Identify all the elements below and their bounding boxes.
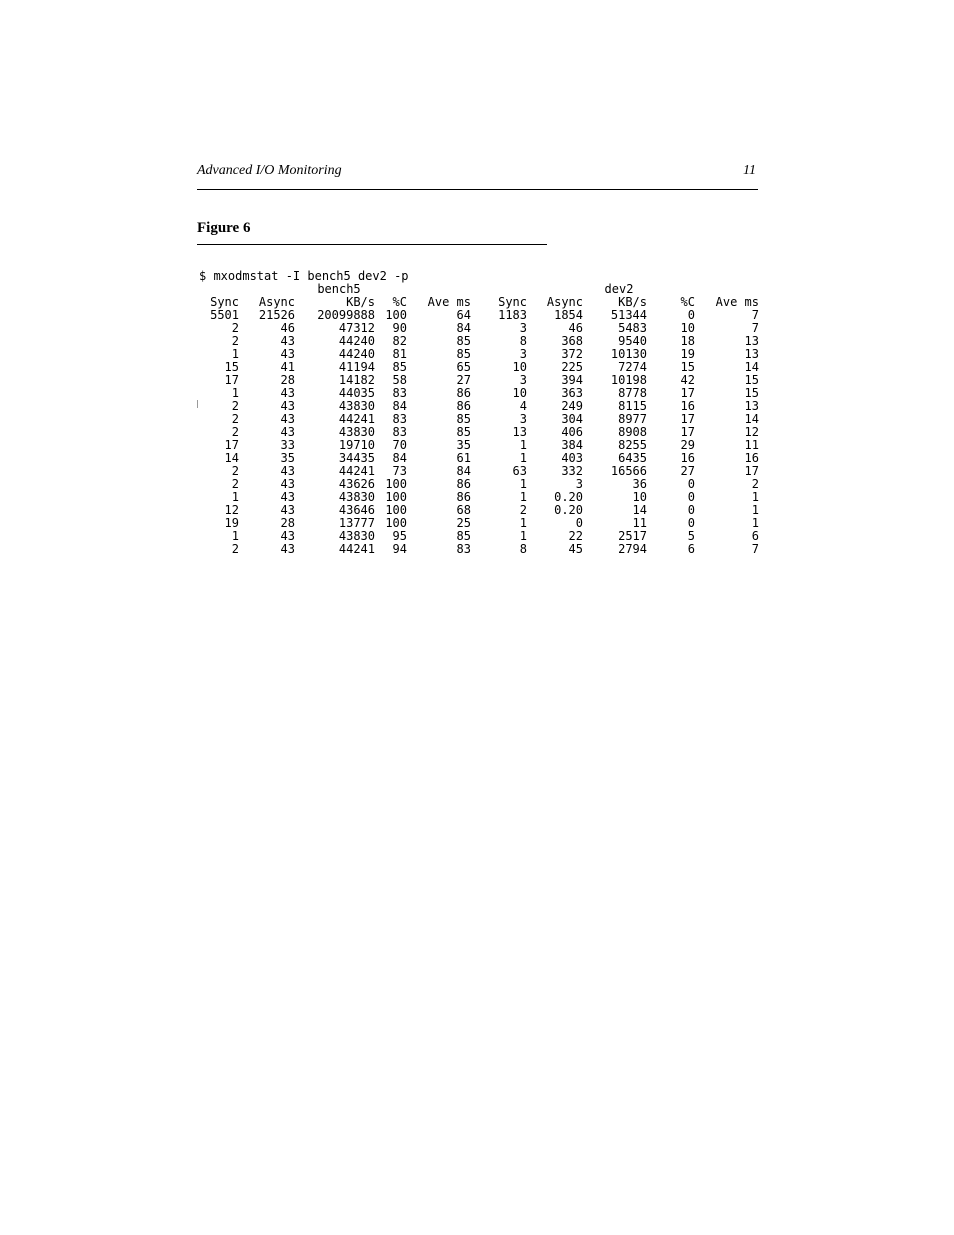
stats-cell: 6 (751, 529, 759, 543)
stats-cell: 12 (224, 503, 239, 517)
stats-cell: 15 (224, 360, 239, 374)
stats-cell: 2794 (618, 542, 647, 556)
stats-cell: 46 (568, 321, 583, 335)
stats-cell: 15 (680, 360, 695, 374)
stats-cell: 3 (519, 412, 527, 426)
stats-cell: 3 (575, 477, 583, 491)
scan-mark (197, 400, 198, 408)
terminal-output (199, 270, 764, 556)
stats-cell: 13 (744, 399, 759, 413)
stats-cell: 84 (392, 451, 407, 465)
stats-cell: 2517 (618, 529, 647, 543)
stats-cell: 43 (280, 399, 295, 413)
stats-cell: 1 (231, 490, 239, 504)
stats-cell: 100 (385, 516, 407, 530)
column-header: Ave ms (715, 295, 759, 309)
stats-cell: 7 (751, 308, 759, 322)
stats-cell: 0 (687, 516, 695, 530)
stats-cell: 82 (392, 334, 407, 348)
stats-cell: 84 (456, 321, 471, 335)
stats-cell: 34435 (338, 451, 375, 465)
stats-cell: 13777 (338, 516, 375, 530)
stats-cell: 22 (568, 529, 583, 543)
stats-cell: 13 (744, 347, 759, 361)
stats-cell: 70 (392, 438, 407, 452)
stats-cell: 73 (392, 464, 407, 478)
stats-cell: 0.20 (554, 503, 583, 517)
stats-cell: 83 (392, 412, 407, 426)
stats-cell: 368 (561, 334, 583, 348)
column-header: KB/s (346, 295, 375, 309)
stats-cell: 83 (392, 386, 407, 400)
stats-cell: 1 (519, 516, 527, 530)
stats-cell: 14 (744, 360, 759, 374)
stats-cell: 100 (385, 477, 407, 491)
stats-cell: 51344 (610, 308, 647, 322)
stats-cell: 225 (561, 360, 583, 374)
stats-cell: 19710 (338, 438, 375, 452)
stats-cell: 1 (519, 451, 527, 465)
stats-cell: 2 (231, 542, 239, 556)
stats-cell: 1 (231, 386, 239, 400)
stats-cell: 13 (512, 425, 527, 439)
stats-cell: 16 (680, 451, 695, 465)
stats-cell: 1 (519, 529, 527, 543)
stats-cell: 394 (561, 373, 583, 387)
stats-cell: 0 (687, 477, 695, 491)
stats-cell: 3 (519, 321, 527, 335)
stats-cell: 20099888 (317, 308, 375, 322)
stats-cell: 94 (392, 542, 407, 556)
stats-cell: 19 (224, 516, 239, 530)
stats-cell: 43 (280, 334, 295, 348)
stats-cell: 5 (687, 529, 695, 543)
stats-cell: 25 (456, 516, 471, 530)
stats-cell: 15 (744, 386, 759, 400)
device-label-dev2: dev2 (604, 282, 634, 296)
column-header: %C (680, 295, 695, 309)
stats-cell: 384 (561, 438, 583, 452)
stats-cell: 304 (561, 412, 583, 426)
stats-cell: 0 (687, 308, 695, 322)
stats-cell: 43 (280, 529, 295, 543)
stats-cell: 6435 (618, 451, 647, 465)
stats-cell: 44241 (338, 412, 375, 426)
stats-cell: 5483 (618, 321, 647, 335)
stats-cell: 43 (280, 464, 295, 478)
stats-cell: 90 (392, 321, 407, 335)
stats-cell: 17 (224, 373, 239, 387)
stats-cell: 16 (744, 451, 759, 465)
stats-cell: 10198 (610, 373, 647, 387)
stats-cell: 7 (751, 321, 759, 335)
stats-cell: 2 (231, 412, 239, 426)
stats-cell: 68 (456, 503, 471, 517)
stats-cell: 35 (456, 438, 471, 452)
stats-cell: 43830 (338, 490, 375, 504)
stats-cell: 27 (456, 373, 471, 387)
stats-cell: 11 (744, 438, 759, 452)
stats-cell: 16566 (610, 464, 647, 478)
stats-cell: 8778 (618, 386, 647, 400)
stats-cell: 36 (632, 477, 647, 491)
stats-cell: 43626 (338, 477, 375, 491)
stats-cell: 27 (680, 464, 695, 478)
stats-cell: 1 (751, 503, 759, 517)
stats-cell: 85 (456, 334, 471, 348)
stats-cell: 10 (512, 386, 527, 400)
stats-cell: 43646 (338, 503, 375, 517)
stats-cell: 35 (280, 451, 295, 465)
stats-cell: 63 (512, 464, 527, 478)
stats-cell: 13 (744, 334, 759, 348)
stats-cell: 1 (519, 477, 527, 491)
stats-cell: 41194 (338, 360, 375, 374)
stats-cell: 41 (280, 360, 295, 374)
column-header: Async (258, 295, 295, 309)
stats-cell: 64 (456, 308, 471, 322)
stats-cell: 86 (456, 399, 471, 413)
stats-cell: 403 (561, 451, 583, 465)
stats-cell: 47312 (338, 321, 375, 335)
stats-cell: 100 (385, 503, 407, 517)
command-line: $ mxodmstat -I bench5 dev2 -p (199, 269, 409, 283)
stats-cell: 1 (231, 347, 239, 361)
stats-cell: 43 (280, 412, 295, 426)
stats-cell: 28 (280, 516, 295, 530)
stats-cell: 86 (456, 386, 471, 400)
stats-cell: 44241 (338, 542, 375, 556)
stats-cell: 44240 (338, 347, 375, 361)
stats-cell: 43 (280, 477, 295, 491)
stats-cell: 16 (680, 399, 695, 413)
stats-cell: 8977 (618, 412, 647, 426)
stats-cell: 17 (680, 412, 695, 426)
stats-cell: 372 (561, 347, 583, 361)
stats-cell: 28 (280, 373, 295, 387)
running-head (197, 163, 758, 190)
column-header: KB/s (618, 295, 647, 309)
stats-row (199, 543, 764, 556)
stats-cell: 249 (561, 399, 583, 413)
stats-cell: 9540 (618, 334, 647, 348)
stats-cell: 1 (519, 438, 527, 452)
stats-cell: 100 (385, 490, 407, 504)
stats-cell: 6 (687, 542, 695, 556)
stats-cell: 8908 (618, 425, 647, 439)
stats-cell: 46 (280, 321, 295, 335)
stats-cell: 8 (519, 542, 527, 556)
stats-cell: 17 (744, 464, 759, 478)
stats-cell: 4 (519, 399, 527, 413)
stats-cell: 2 (231, 477, 239, 491)
stats-cell: 8255 (618, 438, 647, 452)
column-header: Async (546, 295, 583, 309)
stats-cell: 65 (456, 360, 471, 374)
stats-cell: 7274 (618, 360, 647, 374)
stats-cell: 18 (680, 334, 695, 348)
stats-cell: 2 (231, 334, 239, 348)
stats-cell: 2 (751, 477, 759, 491)
stats-cell: 85 (456, 425, 471, 439)
stats-cell: 83 (392, 425, 407, 439)
stats-cell: 15 (744, 373, 759, 387)
stats-cell: 44240 (338, 334, 375, 348)
stats-cell: 3 (519, 373, 527, 387)
stats-cell: 406 (561, 425, 583, 439)
stats-cell: 1 (231, 529, 239, 543)
stats-cell: 85 (456, 347, 471, 361)
stats-cell: 17 (680, 386, 695, 400)
stats-cell: 29 (680, 438, 695, 452)
stats-cell: 332 (561, 464, 583, 478)
stats-cell: 1 (519, 490, 527, 504)
stats-cell: 85 (456, 412, 471, 426)
stats-cell: 8 (519, 334, 527, 348)
stats-cell: 43 (280, 347, 295, 361)
stats-cell: 43 (280, 425, 295, 439)
stats-cell: 43 (280, 386, 295, 400)
stats-cell: 14 (632, 503, 647, 517)
stats-cell: 83 (456, 542, 471, 556)
stats-cell: 10130 (610, 347, 647, 361)
stats-cell: 19 (680, 347, 695, 361)
figure-label: Figure 6 (197, 220, 547, 245)
stats-cell: 17 (680, 425, 695, 439)
column-header: Ave ms (427, 295, 471, 309)
stats-cell: 2 (231, 399, 239, 413)
stats-cell: 100 (385, 308, 407, 322)
stats-cell: 44035 (338, 386, 375, 400)
stats-rows (199, 309, 764, 556)
stats-cell: 85 (392, 360, 407, 374)
stats-cell: 1183 (498, 308, 527, 322)
stats-cell: 0 (575, 516, 583, 530)
stats-cell: 12 (744, 425, 759, 439)
stats-cell: 85 (456, 529, 471, 543)
stats-cell: 2 (231, 321, 239, 335)
running-head-title: Advanced I/O Monitoring (197, 163, 342, 178)
stats-cell: 43 (280, 542, 295, 556)
stats-cell: 45 (568, 542, 583, 556)
stats-cell: 21526 (258, 308, 295, 322)
stats-cell: 1 (751, 490, 759, 504)
stats-cell: 95 (392, 529, 407, 543)
stats-cell: 3 (519, 347, 527, 361)
stats-cell: 363 (561, 386, 583, 400)
stats-cell: 14 (224, 451, 239, 465)
stats-cell: 2 (231, 425, 239, 439)
stats-cell: 0 (687, 503, 695, 517)
stats-cell: 33 (280, 438, 295, 452)
stats-cell: 61 (456, 451, 471, 465)
column-header: Sync (210, 295, 239, 309)
stats-cell: 17 (224, 438, 239, 452)
stats-cell: 0.20 (554, 490, 583, 504)
stats-cell: 1 (751, 516, 759, 530)
stats-cell: 58 (392, 373, 407, 387)
stats-cell: 43 (280, 490, 295, 504)
stats-cell: 14182 (338, 373, 375, 387)
stats-cell: 2 (231, 464, 239, 478)
stats-cell: 10 (680, 321, 695, 335)
stats-cell: 8115 (618, 399, 647, 413)
page-number: 11 (743, 163, 756, 178)
column-header: %C (392, 295, 407, 309)
stats-cell: 2 (519, 503, 527, 517)
stats-cell: 43830 (338, 529, 375, 543)
stats-cell: 43830 (338, 399, 375, 413)
stats-cell: 84 (392, 399, 407, 413)
stats-cell: 10 (512, 360, 527, 374)
column-header: Sync (498, 295, 527, 309)
stats-cell: 43 (280, 503, 295, 517)
stats-cell: 5501 (210, 308, 239, 322)
stats-cell: 14 (744, 412, 759, 426)
stats-cell: 7 (751, 542, 759, 556)
stats-cell: 86 (456, 490, 471, 504)
stats-cell: 1854 (554, 308, 583, 322)
stats-cell: 10 (632, 490, 647, 504)
stats-cell: 11 (632, 516, 647, 530)
stats-cell: 42 (680, 373, 695, 387)
stats-cell: 43830 (338, 425, 375, 439)
stats-cell: 84 (456, 464, 471, 478)
stats-cell: 81 (392, 347, 407, 361)
stats-cell: 0 (687, 490, 695, 504)
device-label-bench5: bench5 (317, 282, 361, 296)
stats-cell: 86 (456, 477, 471, 491)
stats-cell: 44241 (338, 464, 375, 478)
